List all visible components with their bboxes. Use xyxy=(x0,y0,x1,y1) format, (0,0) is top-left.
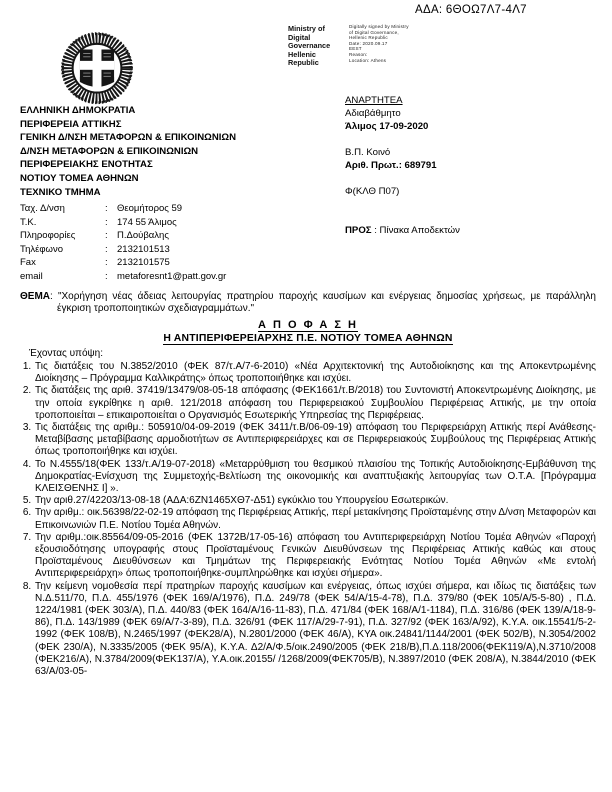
recipients-line xyxy=(345,224,595,237)
decision-authority-heading xyxy=(20,333,596,345)
contact-label: Τ.Κ. xyxy=(20,216,37,228)
ada-code: ΑΔΑ: 6ΘΟΩ7Λ7-4Λ7 xyxy=(415,4,527,16)
legal-basis-item: 4. Το Ν.4555/18(ΦΕΚ 133/τ.Α/19-07-2018) «Μεταρρύθμιση του θεσμικού πλαισίου της Τοπικής Αυτοδιοίκησης-Εμβάθυνση της Δημοκρατίας-Ενίσχυση της Συμμετοχής-Βελτίωση της οικονομικής και αναπτυξιακής λειτουργίας των Ο.Τ.Α. [Πρόγραμμα ΚΛΕΙΣΘΕΝΗΣ Ι] ». xyxy=(34,459,596,496)
signature-authority-line: Ministry of Digital xyxy=(288,24,325,42)
org-line-directorate: Δ/ΝΣΗ ΜΕΤΑΦΟΡΩΝ & ΕΠΙΚΟΙΝΩΝΙΩΝ xyxy=(20,145,199,157)
contact-separator: : xyxy=(105,216,108,228)
spacer xyxy=(345,211,595,224)
contact-separator: : xyxy=(105,203,108,214)
org-line-general-directorate: ΓΕΝΙΚΗ Δ/ΝΣΗ ΜΕΤΑΦΟΡΩΝ & ΕΠΙΚΟΙΝΩΝΙΩΝ xyxy=(20,132,237,144)
contact-row-email xyxy=(20,270,320,284)
signature-authority-line: Hellenic Republic xyxy=(288,49,319,68)
legal-basis-item: 8. Την κείμενη νομοθεσία περί πρατηρίων παροχής καυσίμων και ενέργειας, όπως ισχύει σήμερα, και ιδίως τις διατάξεις των Ν.Δ.511/70, Π.Δ. 455/1976 (ΦΕΚ 169/Α/1976), Π.Δ. 249/78 (ΦΕΚ 54/Α/15-4-78), Π.Δ. 379/80 (ΦΕΚ 105/Α/5-5-80) , Π.Δ. 1224/1981 (ΦΕΚ 303/Α), Π.Δ. 440/83 (ΦΕΚ 164/Α/16-11-83), Π.Δ. 471/84 (ΦΕΚ 168/Α/1-1184), Π.Δ. 316/86 (ΦΕΚ 139/Α/18-9-86), Π.Δ. 143/1989 (ΦΕΚ 69/Α/7-3-89), Π.Δ. 326/91 (ΦΕΚ 117/Α/29-7-91), Π.Δ. 327/92 (ΦΕΚ 163/Α/92), Κ.Υ.Α. οικ.15541/5-2-1992 (ΦΕΚ 108/Β), Ν.2465/1997 (ΦΕΚ28/Α), Ν.2801/2000 (ΦΕΚ 46/Α), ΚΥΑ οικ.24841/1144/2001 (ΦΕΚ 502/Β), Ν.3054/2002 (ΦΕΚ 230/Α), Ν.3335/2005 (ΦΕΚ 95/Α), Κ.Υ.Α. Δ2/Α/Φ.5/οικ.2490/2005 (ΦΕΚ 218/Β),Π.Δ.118/2006(ΦΕΚ119/Α),Ν.3710/2008 (ΦΕΚ216/Α), Ν.3784/2009(ΦΕΚ137/Α), Υ.Α.οικ.20155/ /1268/2009(ΦΕΚ705/Β), Ν.3897/2010 (ΦΕΚ 208/Α), Ν.3844/2010 (ΦΕΚ 63/Α/03-05- xyxy=(34,581,596,679)
contact-separator: : xyxy=(105,230,108,242)
anartitea-label: ΑΝΑΡΤΗΤΕΑ xyxy=(345,95,403,106)
contact-details-block xyxy=(20,202,320,284)
spacer xyxy=(345,198,595,211)
signature-detail-line: Reason: xyxy=(349,51,368,57)
signature-detail-line: Location: Athens xyxy=(349,57,387,63)
org-line-technical-dept: ΤΕΧΝΙΚΟ ΤΜΗΜΑ xyxy=(20,186,101,198)
legal-basis-item: 7. Την αριθμ.:οικ.85564/09-05-2016 (ΦΕΚ 1372Β/17-05-16) απόφαση του Αντιπεριφερειάρχη Νοτίου Τομέα Αθηνών «Παροχή εξουσιοδότησης υπογραφής στους Προϊσταμένους Γενικών Διευθύνσεων της Περιφέρειας Αττικής καθώς και στους Προϊσταμένους Διευθύνσεων και Τμημάτων της Περιφερειακής Ενότητας Νοτίου Τομέα Αθηνών «Με εντολή Αντιπεριφερειάρχη» όπως τροποποιήθηκε-συμπληρώθηκε και ισχύει σήμερα». xyxy=(34,532,596,581)
distribution-label: Β.Π. Κοινό xyxy=(345,146,391,158)
subject-label: ΘΕΜΑ xyxy=(20,291,50,302)
contact-row-fax xyxy=(20,256,320,270)
contact-label: Πληροφορίες xyxy=(20,230,76,242)
org-line-republic: ΕΛΛΗΝΙΚΗ ΔΗΜΟΚΡΑΤΙΑ xyxy=(20,105,136,116)
contact-separator: : xyxy=(105,257,108,269)
contact-row-address xyxy=(20,202,320,216)
signature-detail-line: Date: 2020.09.17 xyxy=(349,40,388,46)
classification-label: Αδιαβάθμητο xyxy=(345,108,401,120)
legal-basis-item: 1. Τις διατάξεις του Ν.3852/2010 (ΦΕΚ 87/τ.Α/7-6-2010) «Νέα Αρχιτεκτονική της Αυτοδιοίκησης και της Αποκεντρωμένης Διοίκησης – Πρόγραμμα Καλλικράτης» όπως τροποποιήθηκε και ισχύει. xyxy=(34,361,596,385)
contact-value: 2132101513 xyxy=(117,243,170,255)
file-reference: Φ(ΚΛΘ Π07) xyxy=(345,186,400,198)
signature-authority-line: Governance xyxy=(288,41,331,51)
contact-label: Τηλέφωνο xyxy=(20,243,63,255)
contact-value: Θεομήτορος 59 xyxy=(117,203,183,214)
legal-basis-item: 3. Τις διατάξεις της αριθμ.: 505910/04-09-2019 (ΦΕΚ 3411/τ.Β/06-09-19) απόφαση του Περιφερειάρχη Αττικής περί Ανάθεσης-Μεταβίβασης μεταβίβασης αρμοδιοτήτων σε Αντιπεριφερειάρχες και σε Περιφερειακούς Συμβούλους της Περιφέρειας Αττικής όπως τροποποιήθηκε και ισχύει. xyxy=(34,422,596,459)
place-date: Άλιμος 17-09-2020 xyxy=(345,121,429,133)
signature-detail-line: of Digital Governance, xyxy=(349,29,399,35)
contact-value: 2132101575 xyxy=(117,257,170,269)
digital-signature-details xyxy=(349,24,464,63)
document-meta-block xyxy=(345,94,595,237)
contact-email-value: metaforesnt1@patt.gov.gr xyxy=(117,270,227,282)
subject-separator: : xyxy=(50,291,58,302)
org-line-region: ΠΕΡΙΦΕΡΕΙΑ ΑΤΤΙΚΗΣ xyxy=(20,118,122,130)
contact-label: email xyxy=(20,270,43,282)
contact-row-postcode xyxy=(20,216,320,230)
spacer xyxy=(345,172,595,185)
contact-value: Π.Δούβαλης xyxy=(117,230,169,242)
contact-label: Fax xyxy=(20,257,36,269)
subject-text: "Χορήγηση νέας άδειας λειτουργίας πρατηρίου παροχής καυσίμων και ενέργειας δημοσίας χρήσεως, με παράλληλη έγκριση τροποποιητικών σχεδιαγραμμάτων." xyxy=(57,291,596,315)
contact-value: 174 55 Άλιμος xyxy=(117,216,177,228)
recipients-separator: : xyxy=(371,225,380,237)
legal-basis-item: 5. Την αριθ.27/42203/13-08-18 (ΑΔΑ:6ΖΝ1465ΧΘ7-Δ51) εγκύκλιο του Υπουργείου Εσωτερικών. xyxy=(34,495,596,507)
org-line-south-athens: ΝΟΤΙΟΥ ΤΟΜΕΑ ΑΘΗΝΩΝ xyxy=(20,172,139,184)
contact-row-phone xyxy=(20,243,320,257)
org-line-regional-unit: ΠΕΡΙΦΕΡΕΙΑΚΗΣ ΕΝΟΤΗΤΑΣ xyxy=(20,159,153,171)
legal-basis-item: 6. Την αριθμ.: οικ.56398/22-02-19 απόφαση της Περιφέρειας Αττικής, περί μετακίνησης Προϊσταμένης στην Δ/νση Μεταφορών και Επικοινωνιών Π.Ε. Νοτίου Τομέα Αθηνών. xyxy=(34,507,596,531)
signature-detail-line: Digitally signed by Ministry xyxy=(349,24,409,29)
contact-separator: : xyxy=(105,270,108,282)
contact-row-information xyxy=(20,229,320,243)
contact-separator: : xyxy=(105,243,108,255)
decision-heading xyxy=(20,319,596,331)
recipients-value: Πίνακα Αποδεκτών xyxy=(379,225,460,237)
decision-heading-text: Α Π Ο Φ Α Σ Η xyxy=(258,319,358,332)
having-regard-label: Έχοντας υπόψη: xyxy=(29,347,103,359)
issuing-authority-block xyxy=(20,104,320,199)
signature-detail-line: EEST xyxy=(349,46,362,52)
contact-label: Ταχ. Δ/νση xyxy=(20,203,65,214)
greek-national-emblem-icon xyxy=(56,30,138,108)
subject-paragraph xyxy=(20,291,596,315)
protocol-number: Αριθ. Πρωτ.: 689791 xyxy=(345,159,437,171)
document-body xyxy=(20,291,596,678)
digital-signature-authority xyxy=(288,25,346,68)
decision-authority-heading-text: Η ΑΝΤΙΠΕΡΙΦΕΡΕΙΑΡΧΗΣ Π.Ε. ΝΟΤΙΟΥ ΤΟΜΕΑ ΑΘΗΝΩΝ xyxy=(163,332,453,344)
signature-detail-line: Hellenic Republic xyxy=(349,35,388,41)
spacer xyxy=(345,134,595,146)
legal-basis-list xyxy=(20,361,596,678)
recipients-label: ΠΡΟΣ xyxy=(345,225,372,237)
legal-basis-item: 2. Τις διατάξεις της αριθ. 37419/13479/08-05-18 απόφασης (ΦΕΚ1661/τ.Β/2018) του Συντονιστή Αποκεντρωμένης Διοίκησης, με την οποία εγκρίθηκε η αριθ. 121/2018 απόφαση του Περιφερειακού Συμβουλίου Περιφέρειας Αττικής, με την οποία τροποποιείται – επικαιροποιείται ο Οργανισμός Εσωτερικής Υπηρεσίας της Περιφέρειας. xyxy=(34,385,596,422)
